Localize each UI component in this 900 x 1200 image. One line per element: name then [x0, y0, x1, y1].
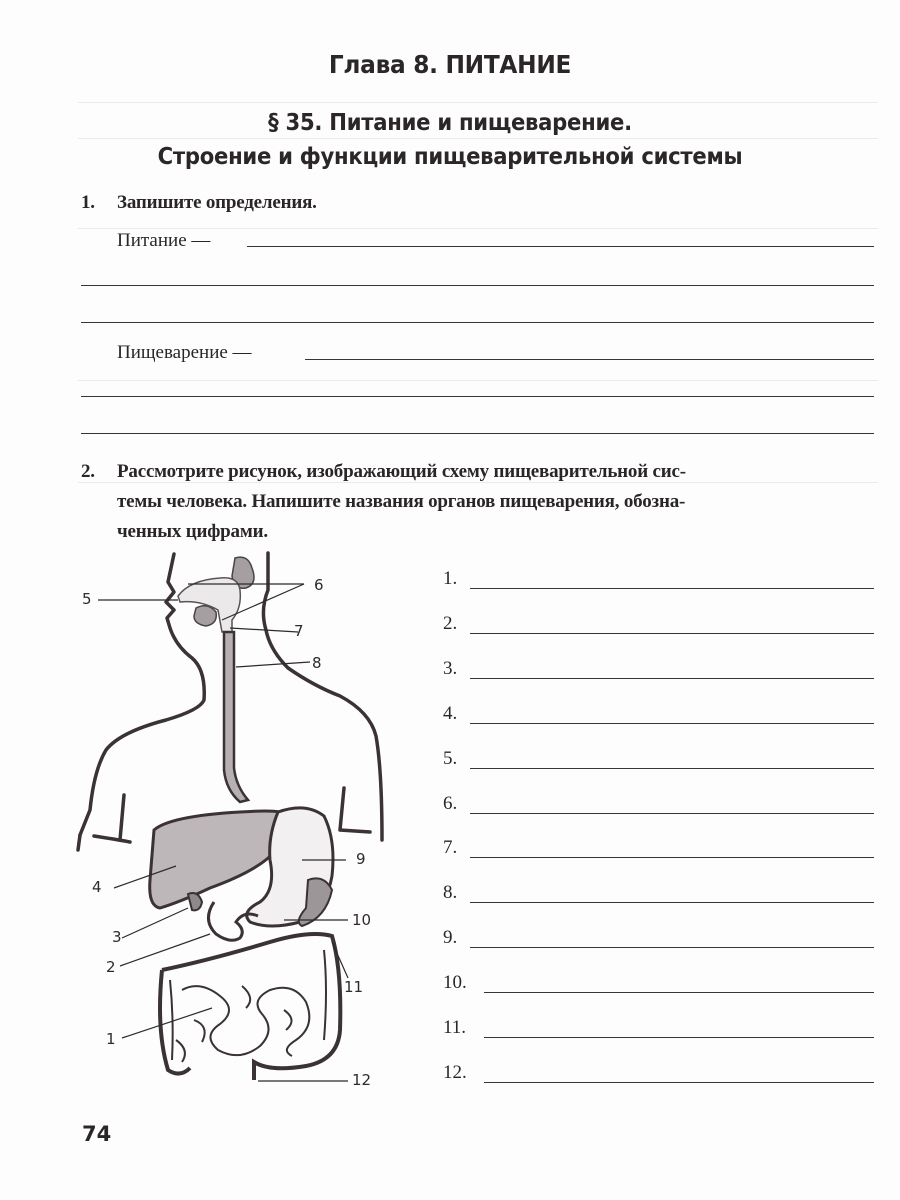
definition-term-digestion: Пищеварение — — [117, 342, 252, 363]
diagram-label-4: 4 — [92, 878, 102, 896]
diagram-label-2: 2 — [106, 958, 116, 976]
diagram-label-12: 12 — [352, 1071, 372, 1089]
answer-line-3[interactable] — [470, 678, 874, 679]
answer-line-12[interactable] — [484, 1082, 874, 1083]
answer-line-nutrition-1[interactable] — [247, 246, 874, 247]
answer-line-nutrition-3[interactable] — [81, 322, 874, 323]
diagram-label-11: 11 — [344, 978, 364, 996]
section-title-line-1: § 35. Питание и пищеварение. — [268, 110, 632, 136]
answer-line-digestion-3[interactable] — [81, 433, 874, 434]
answer-row-5: 5. — [440, 742, 874, 772]
task-2-instruction: 2. Рассмотрите рисунок, изображающий схему пищеварительной сис- темы человека. Напишите названия органов пищеварения, обозна- ченных цифрами. — [81, 457, 881, 547]
answer-row-3: 3. — [440, 652, 874, 682]
diagram-label-3: 3 — [112, 928, 122, 946]
task-1-number: 1. — [81, 192, 95, 213]
diagram-label-8: 8 — [312, 654, 322, 672]
answer-line-5[interactable] — [470, 768, 874, 769]
answer-row-4: 4. — [440, 697, 874, 727]
chapter-title: Глава 8. ПИТАНИЕ — [328, 50, 572, 79]
diagram-label-9: 9 — [356, 850, 366, 868]
diagram-label-7: 7 — [294, 622, 304, 640]
answer-line-nutrition-2[interactable] — [81, 285, 874, 286]
digestive-system-illustration — [70, 550, 390, 1100]
definition-term-nutrition: Питание — — [117, 230, 211, 251]
diagram-label-5: 5 — [82, 590, 92, 608]
answer-line-9[interactable] — [470, 947, 874, 948]
answer-line-digestion-1[interactable] — [305, 359, 874, 360]
answer-row-2: 2. — [440, 607, 874, 637]
task-2-number: 2. — [81, 461, 95, 482]
answer-line-11[interactable] — [484, 1037, 874, 1038]
answer-row-7: 7. — [440, 831, 874, 861]
page-number: 74 — [82, 1122, 112, 1146]
diagram-label-1: 1 — [106, 1030, 116, 1048]
answer-row-11: 11. — [440, 1011, 874, 1041]
answer-line-10[interactable] — [484, 992, 874, 993]
answer-row-10: 10. — [440, 966, 874, 996]
task-1-instruction: Запишите определения. — [117, 192, 317, 213]
task-1-title — [81, 192, 317, 214]
answer-row-8: 8. — [440, 876, 874, 906]
answer-row-1: 1. — [440, 562, 874, 592]
answer-line-6[interactable] — [470, 813, 874, 814]
diagram-label-6: 6 — [314, 576, 324, 594]
answer-line-2[interactable] — [470, 633, 874, 634]
answer-row-12: 12. — [440, 1056, 874, 1086]
section-title — [36, 106, 864, 174]
answer-line-digestion-2[interactable] — [81, 396, 874, 397]
diagram-label-10: 10 — [352, 911, 372, 929]
answer-row-9: 9. — [440, 921, 874, 951]
answer-line-4[interactable] — [470, 723, 874, 724]
digestive-system-diagram — [70, 550, 390, 1100]
answer-row-6: 6. — [440, 787, 874, 817]
section-title-line-2: Строение и функции пищеварительной системы — [157, 144, 743, 170]
answer-line-8[interactable] — [470, 902, 874, 903]
answer-line-7[interactable] — [470, 857, 874, 858]
answer-line-1[interactable] — [470, 588, 874, 589]
